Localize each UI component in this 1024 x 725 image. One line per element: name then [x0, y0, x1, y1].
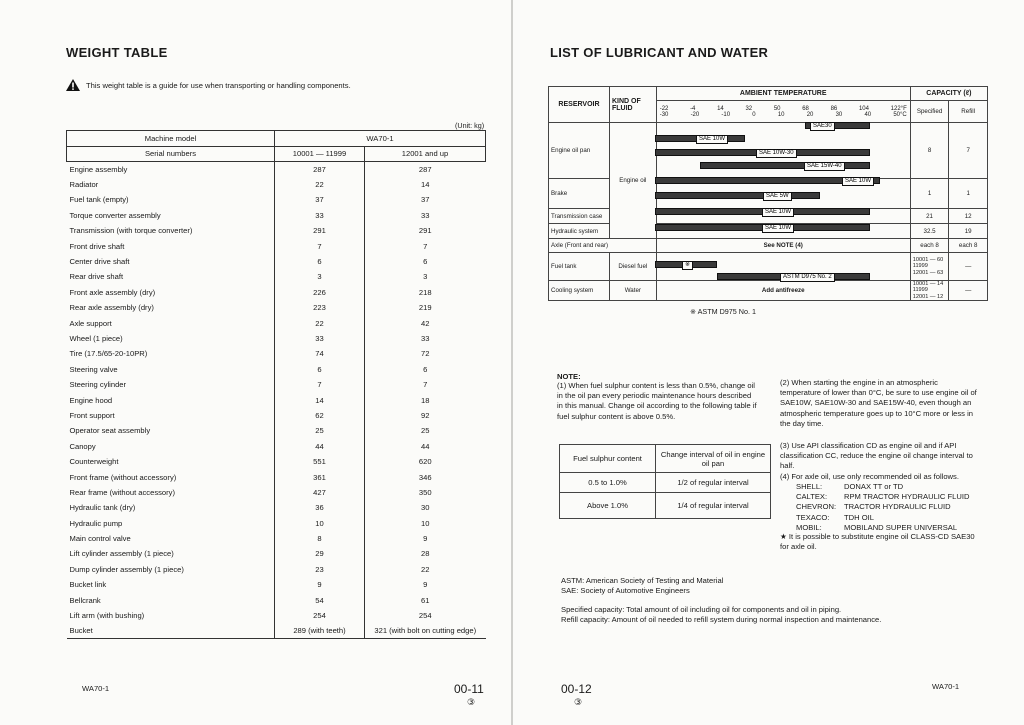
component-name: Front drive shaft — [69, 241, 125, 251]
table-row — [67, 162, 486, 177]
table-row — [67, 285, 486, 300]
table-row — [67, 423, 486, 438]
brand-oil: MOBILAND SUPER UNIVERSAL — [844, 522, 958, 532]
transmission-cell: Transmission case — [549, 209, 610, 224]
temp-tick-f: 86 — [830, 105, 838, 112]
weight-table — [66, 130, 486, 639]
weight-serial-a: 33 — [275, 208, 365, 223]
machine-model-label: Machine model — [67, 131, 275, 147]
component-name: Rear frame (without accessory) — [69, 487, 176, 497]
component-name: Canopy — [69, 441, 96, 451]
weight-serial-a: 33 — [275, 331, 365, 346]
weight-serial-a: 62 — [275, 408, 365, 423]
temp-tick-f: 14 — [717, 105, 724, 112]
weight-serial-b: 18 — [365, 392, 486, 407]
weight-serial-b: 9 — [365, 531, 486, 546]
component-name: Operator seat assembly — [69, 426, 151, 436]
temp-tick-f: 32 — [745, 105, 753, 112]
engine-oil-pan-cell: Engine oil pan — [549, 123, 610, 179]
notice-text: This weight table is a guide for use when transporting or handling components. — [86, 80, 351, 90]
reservoir-header: RESERVOIR — [549, 87, 610, 123]
weight-serial-a: 22 — [275, 177, 365, 192]
weight-serial-b: 7 — [365, 377, 486, 392]
note-1: (1) When fuel sulphur content is less than 0.5%, change oil in the oil pan every periodic maintenance hours described in this manual. Change oil according to the following table if fuel sulphur content is above 0.5%. — [557, 381, 757, 421]
capacity-header: CAPACITY (ℓ) — [910, 87, 987, 101]
table-row — [67, 392, 486, 407]
component-name: Front frame (without accessory) — [69, 472, 177, 482]
component-name: Counterweight — [69, 457, 119, 467]
table-row — [67, 546, 486, 561]
component-name: Radiator — [69, 180, 99, 190]
cooling-refill: — — [949, 281, 988, 301]
weight-serial-b: 291 — [365, 223, 486, 238]
temp-tick-f: 68 — [802, 105, 809, 112]
brand-row — [796, 482, 969, 492]
weight-serial-b: 620 — [365, 454, 486, 469]
weight-serial-a: 74 — [275, 346, 365, 361]
weight-serial-b: 287 — [365, 162, 486, 177]
weight-serial-b: 350 — [365, 485, 486, 500]
axle-specified: each 8 — [910, 239, 949, 253]
bar-astm-no2: ASTM D975 No. 2 — [717, 273, 870, 280]
temp-tick-c: 30 — [835, 111, 843, 118]
weight-serial-a: 25 — [275, 423, 365, 438]
table-row — [67, 300, 486, 315]
weight-serial-a: 226 — [275, 285, 365, 300]
component-name: Rear drive shaft — [69, 272, 124, 282]
brand-name: CHEVRON: — [796, 502, 837, 512]
sulphur-r2c1: Above 1.0% — [560, 493, 656, 519]
temp-tick-c: -30 — [659, 111, 669, 118]
unit-label: (Unit: kg) — [455, 121, 485, 130]
weight-serial-a: 14 — [275, 392, 365, 407]
kind-of-fluid-header: KIND OF FLUID — [609, 87, 656, 123]
table-row — [67, 531, 486, 546]
weight-serial-b: 10 — [365, 515, 486, 530]
table-row — [67, 439, 486, 454]
component-name: Bellcrank — [69, 595, 101, 605]
serial-a: 10001 — 11999 — [275, 146, 365, 162]
component-name: Fuel tank (empty) — [69, 195, 129, 205]
notice — [66, 79, 351, 91]
weight-serial-a: 23 — [275, 562, 365, 577]
weight-serial-b: 218 — [365, 285, 486, 300]
axle-refill: each 8 — [949, 239, 988, 253]
component-name: Lift cylinder assembly (1 piece) — [69, 549, 174, 559]
weight-serial-b: 346 — [365, 469, 486, 484]
brand-name: CALTEX: — [796, 492, 828, 502]
brand-row — [796, 502, 969, 512]
weight-serial-a: 44 — [275, 439, 365, 454]
brand-oil: RPM TRACTOR HYDRAULIC FLUID — [844, 492, 970, 502]
temp-tick-c: 20 — [806, 111, 814, 118]
weight-serial-a: 37 — [275, 192, 365, 207]
hydraulic-refill: 19 — [949, 224, 988, 239]
weight-serial-a: 10 — [275, 515, 365, 530]
refill-capacity-def: Refill capacity: Amount of oil needed to refill system during normal inspection and maintenance. — [561, 615, 882, 624]
weight-serial-b: 92 — [365, 408, 486, 423]
cooling-fluid: Water — [609, 281, 656, 301]
table-row — [67, 623, 486, 638]
component-name: Wheel (1 piece) — [69, 333, 123, 343]
fuel-tank-cell: Fuel tank — [549, 253, 610, 281]
axle-cell: Axle (Front and rear) — [549, 239, 657, 253]
right-revision: ③ — [574, 697, 583, 707]
serial-b: 12001 and up — [365, 146, 486, 162]
brand-name: MOBIL: — [796, 522, 822, 532]
component-name: Rear axle assembly (dry) — [69, 303, 154, 313]
weight-serial-b: 9 — [365, 577, 486, 592]
bar-sae10w-b: SAE 10W — [655, 177, 880, 184]
right-footer-model: WA70-1 — [932, 682, 960, 691]
table-row — [67, 362, 486, 377]
temperature-bars — [655, 122, 905, 302]
table-row — [67, 377, 486, 392]
table-row — [67, 223, 486, 238]
weight-serial-b: 7 — [365, 238, 486, 253]
table-row — [67, 500, 486, 515]
component-name: Bucket link — [69, 580, 107, 590]
weight-serial-b: 61 — [365, 592, 486, 607]
transmission-specified: 21 — [910, 209, 949, 224]
weight-serial-a: 29 — [275, 546, 365, 561]
table-row — [67, 577, 486, 592]
cooling-note: Add antifreeze — [656, 281, 910, 301]
temp-tick-f: -22 — [659, 105, 669, 112]
table-row — [67, 408, 486, 423]
note-2: (2) When starting the engine in an atmospheric temperature of lower than 0°C, be sure to use engine oil of SAE10W, SAE10W-30 and SAE15W-40, even though an atmospheric temperature goes up to 10°C more or less in the day time. — [780, 378, 977, 428]
table-row — [67, 469, 486, 484]
component-name: Engine hood — [69, 395, 113, 405]
brake-specified: 1 — [910, 179, 949, 209]
refill-header: Refill — [949, 101, 988, 123]
left-revision: ③ — [467, 697, 476, 707]
brand-list — [796, 482, 969, 533]
weight-serial-a: 254 — [275, 608, 365, 623]
weight-serial-b: 219 — [365, 300, 486, 315]
temp-tick-f: 104 — [858, 105, 869, 112]
note-4: (4) For axle oil, use only recommended oil as follows. — [780, 472, 959, 481]
note-star: ★ It is possible to substitute engine oil CLASS-CD SAE30 for axle oil. — [780, 532, 975, 552]
weight-serial-a: 6 — [275, 362, 365, 377]
weight-serial-a: 54 — [275, 592, 365, 607]
weight-serial-a: 287 — [275, 162, 365, 177]
component-name: Main control valve — [69, 534, 131, 544]
engine-oil-specified: 8 — [910, 123, 949, 179]
hydraulic-cell: Hydraulic system — [549, 224, 610, 239]
component-name: Lift arm (with bushing) — [69, 611, 145, 621]
component-name: Hydraulic pump — [69, 518, 123, 528]
weight-serial-b: 22 — [365, 562, 486, 577]
table-row — [67, 315, 486, 330]
table-row — [67, 608, 486, 623]
left-page — [0, 0, 511, 725]
weight-serial-b: 72 — [365, 346, 486, 361]
table-row — [67, 515, 486, 530]
bar-sae5w: SAE 5W — [655, 192, 820, 199]
weight-serial-a: 427 — [275, 485, 365, 500]
weight-serial-a: 36 — [275, 500, 365, 515]
fuel-tank-refill: — — [949, 253, 988, 281]
component-name: Hydraulic tank (dry) — [69, 503, 136, 513]
temp-tick-f: 50 — [773, 105, 781, 112]
weight-serial-b: 33 — [365, 208, 486, 223]
weight-serial-b: 3 — [365, 269, 486, 284]
machine-model-value: WA70-1 — [275, 131, 486, 147]
cooling-cell: Cooling system — [549, 281, 610, 301]
specified-header: Specified — [910, 101, 949, 123]
engine-oil-refill: 7 — [949, 123, 988, 179]
component-name: Axle support — [69, 318, 112, 328]
weight-serial-b: 33 — [365, 331, 486, 346]
weight-serial-a: 9 — [275, 577, 365, 592]
component-name: Tire (17.5/65-20-10PR) — [69, 349, 148, 359]
temp-tick-c: -10 — [721, 111, 731, 118]
weight-serial-b: 6 — [365, 362, 486, 377]
specified-capacity-def: Specified capacity: Total amount of oil including oil for components and oil in piping. — [561, 605, 842, 614]
bar-sae10w-a: SAE 10W — [655, 135, 745, 142]
table-row — [67, 346, 486, 361]
component-name: Bucket — [67, 623, 275, 638]
sulphur-header-2: Change interval of oil in engine oil pan — [656, 445, 771, 473]
bar-sae10w30: SAE 10W-30 — [655, 149, 870, 156]
weight-serial-b: 28 — [365, 546, 486, 561]
brand-name: SHELL: — [796, 482, 823, 491]
brand-name: TEXACO: — [796, 512, 830, 522]
temp-tick-c: 40 — [864, 111, 872, 118]
brand-row — [796, 492, 969, 502]
bar-sae10w-c: SAE 10W — [655, 208, 870, 215]
weight-serial-b: 37 — [365, 192, 486, 207]
brand-row — [796, 513, 969, 523]
bar-sae10w-d: SAE 10W — [655, 224, 870, 231]
ambient-temp-header: AMBIENT TEMPERATURE — [656, 87, 910, 101]
weight-serial-a: 361 — [275, 469, 365, 484]
weight-serial-b: 42 — [365, 315, 486, 330]
temp-tick-f: -4 — [690, 105, 696, 112]
component-name: Transmission (with torque converter) — [69, 226, 193, 236]
component-name: Steering valve — [69, 364, 118, 374]
table-row — [67, 592, 486, 607]
table-row — [67, 269, 486, 284]
temp-scale — [656, 101, 910, 123]
component-name: Front support — [69, 410, 115, 420]
weight-serial-a: 223 — [275, 300, 365, 315]
temp-tick-c: 50°C — [893, 111, 907, 118]
weight-serial-b: 30 — [365, 500, 486, 515]
brake-cell: Brake — [549, 179, 610, 209]
astm-definition: ASTM: American Society of Testing and Material — [561, 576, 724, 585]
table-row — [67, 331, 486, 346]
bar-sae15w40: SAE 15W-40 — [700, 162, 870, 169]
right-page-number: 00-12 — [561, 682, 592, 696]
table-row — [67, 192, 486, 207]
weight-serial-a: 8 — [275, 531, 365, 546]
weight-serial-a: 291 — [275, 223, 365, 238]
component-name: Engine assembly — [69, 164, 128, 174]
fuel-tank-fluid: Diesel fuel — [609, 253, 656, 281]
table-row — [67, 177, 486, 192]
sulphur-r1c1: 0.5 to 1.0% — [560, 473, 656, 493]
warning-icon — [66, 79, 80, 91]
lubricant-title: LIST OF LUBRICANT AND WATER — [550, 45, 769, 60]
table-row — [67, 254, 486, 269]
note-title: NOTE: — [557, 372, 581, 381]
brand-oil: DONAX TT or TD — [844, 482, 904, 491]
hydraulic-specified: 32.5 — [910, 224, 949, 239]
cooling-specified: 10001 — 14 11999 12001 — 12 — [910, 281, 949, 301]
sulphur-r1c2: 1/2 of regular interval — [656, 473, 771, 493]
table-row — [67, 208, 486, 223]
component-name: Torque converter assembly — [69, 210, 161, 220]
table-row — [67, 238, 486, 253]
table-row — [67, 485, 486, 500]
temp-tick-c: 0 — [752, 111, 756, 118]
sulphur-header-1: Fuel sulphur content — [560, 445, 656, 473]
temp-tick-c: -20 — [690, 111, 700, 118]
transmission-refill: 12 — [949, 209, 988, 224]
weight-serial-b: 254 — [365, 608, 486, 623]
serial-label: Serial numbers — [67, 146, 275, 162]
weight-serial-a: 551 — [275, 454, 365, 469]
component-name: Dump cylinder assembly (1 piece) — [69, 564, 184, 574]
temp-tick-f: 122°F — [890, 105, 907, 112]
weight-serial-b: 44 — [365, 439, 486, 454]
weight-serial-a: 22 — [275, 315, 365, 330]
left-page-number: 00-11 — [454, 682, 484, 696]
weight-serial-b: 6 — [365, 254, 486, 269]
fuel-tank-specified: 10001 — 60 11999 12001 — 63 — [910, 253, 949, 281]
weight-serial-a: 7 — [275, 377, 365, 392]
note-3: (3) Use API classification CD as engine oil and if API classification CC, reduce the engine oil change interval to half. — [780, 441, 973, 471]
weight-serial-a: 3 — [275, 269, 365, 284]
weight-serial-a: 7 — [275, 238, 365, 253]
temp-tick-c: 10 — [777, 111, 785, 118]
component-name: Front axle assembly (dry) — [69, 287, 156, 297]
brand-oil: TRACTOR HYDRAULIC FLUID — [844, 502, 951, 512]
weight-serial-b: 25 — [365, 423, 486, 438]
bar-astm-no1: ※ — [655, 261, 717, 268]
sulphur-table — [559, 444, 771, 519]
bar-sae30: SAE30 — [805, 122, 870, 129]
weight-serial-b: 14 — [365, 177, 486, 192]
brake-refill: 1 — [949, 179, 988, 209]
axle-note: See NOTE (4) — [656, 239, 910, 253]
brand-oil: TDH OIL — [844, 512, 874, 522]
component-name: Center drive shaft — [69, 257, 130, 267]
sulphur-r2c2: 1/4 of regular interval — [656, 493, 771, 519]
left-footer-model: WA70-1 — [82, 684, 110, 693]
table-row — [67, 562, 486, 577]
weight-serial-b: 321 (with bolt on cutting edge) — [365, 623, 486, 638]
weight-serial-a: 289 (with teeth) — [275, 623, 365, 638]
astm-footnote: ※ ASTM D975 No. 1 — [690, 307, 756, 316]
component-name: Steering cylinder — [69, 380, 127, 390]
weight-serial-a: 6 — [275, 254, 365, 269]
weight-table-title: WEIGHT TABLE — [66, 45, 168, 60]
table-row — [67, 454, 486, 469]
sae-definition: SAE: Society of Automotive Engineers — [561, 586, 690, 595]
engine-oil-fluid: Engine oil — [609, 123, 656, 239]
